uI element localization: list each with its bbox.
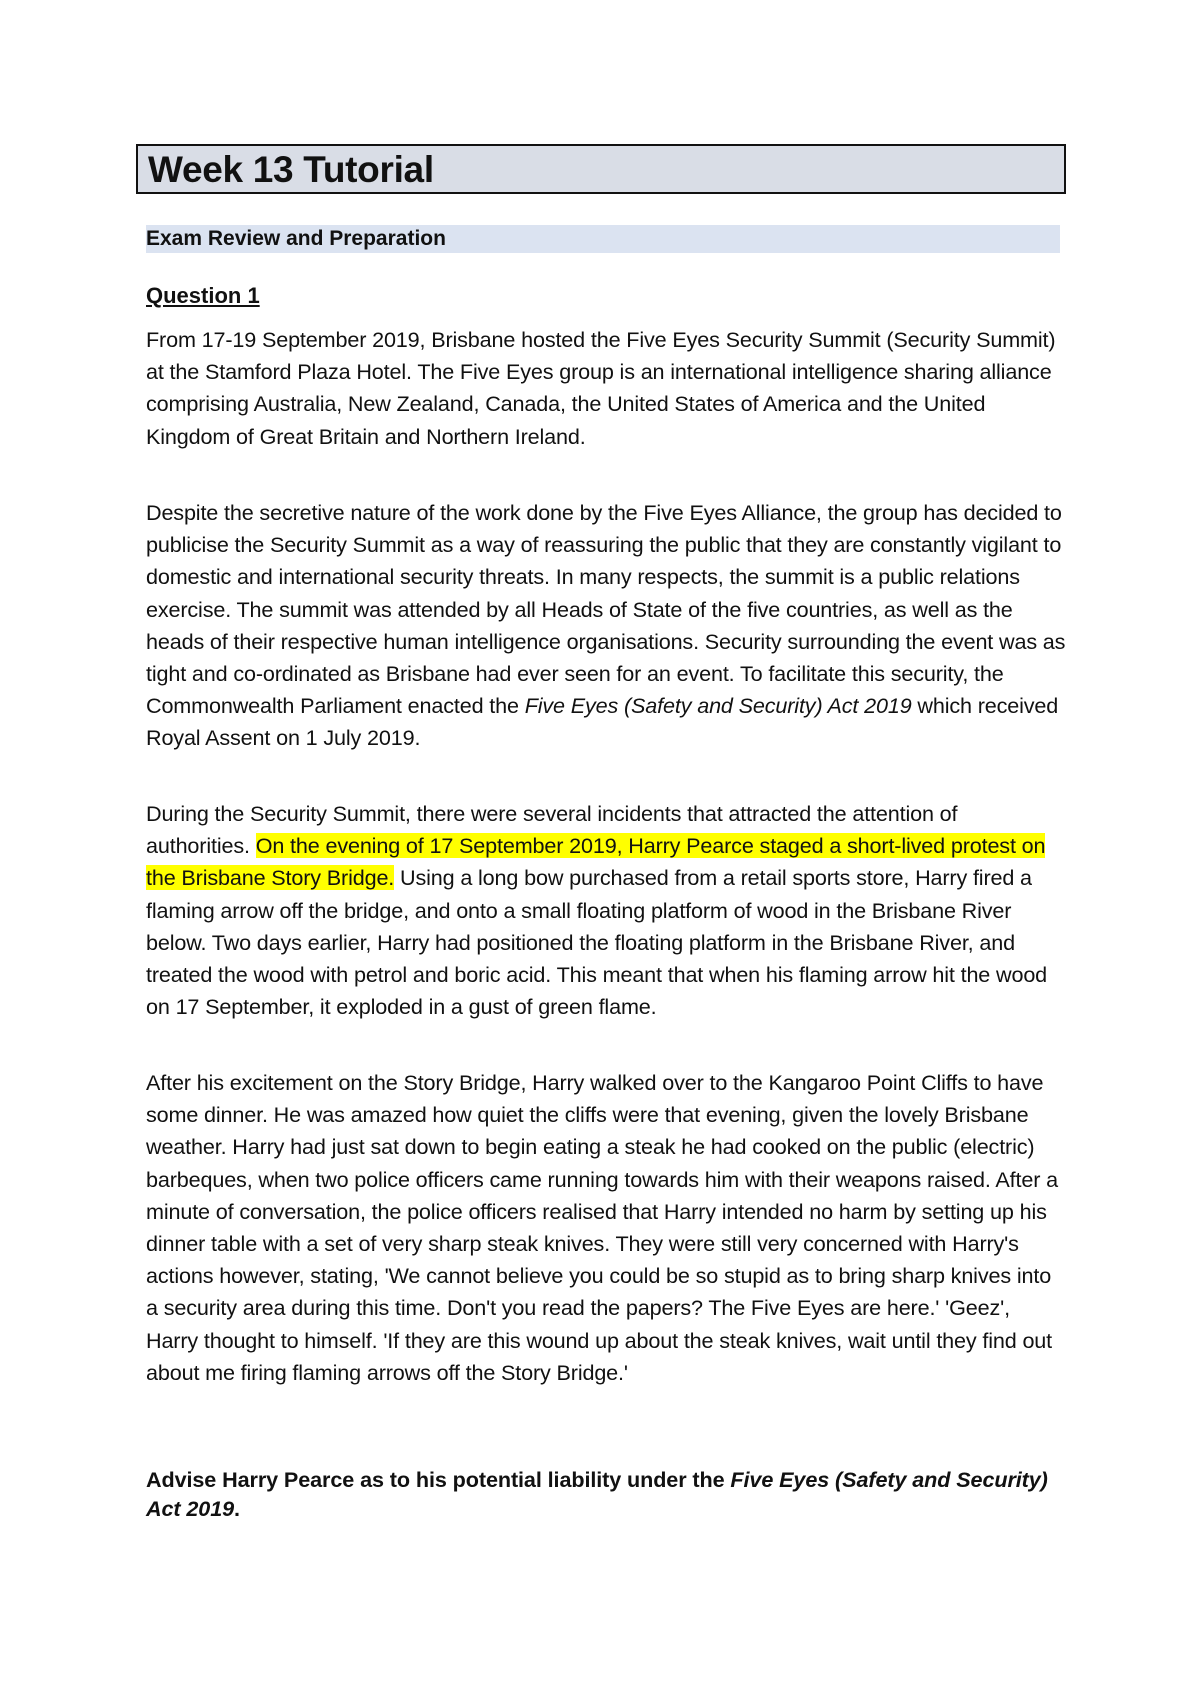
page-title: Week 13 Tutorial [148,149,434,190]
paragraph-3-text-after: Using a long bow purchased from a retail sports store, Harry fired a flaming arrow off the bridge, and onto a small floating platform of wood in the Brisbane River below. Two days earlier, Harry had positioned the floating platform in the Brisbane River, and treated the wood with petrol and boric acid. This meant that when his flaming arrow hit the wood on 17 September, it exploded in a gust of green flame. [146,865,1048,1020]
instruction-act-name: Five Eyes (Safety and Security) Act 2019 [146,1467,1048,1521]
highlighted-text: On the evening of 17 September 2019, Harry Pearce staged a short-lived protest on the Brisbane Story Bridge. [146,833,1046,891]
paragraph-4: After his excitement on the Story Bridge, Harry walked over to the Kangaroo Point Cliffs to have some dinner. He was amazed how quiet the cliffs were that evening, given the lovely Brisbane weather. Harry had just sat down to begin eating a steak he had cooked on the public (electric) barbeques, when two police officers came running towards him with their weapons raised. After a minute of conversation, the police officers realised that Harry intended no harm by setting up his dinner table with a set of very sharp steak knives. They were still very concerned with Harry's actions however, stating, 'We cannot believe you could be so stupid as to bring sharp knives into a security area during this time. Don't you read the papers? The Five Eyes are here.' 'Geez', Harry thought to himself. 'If they are this wound up about the steak knives, wait until they find out about me firing flaming arrows off the Story Bridge.' [146,1070,1058,1385]
section-subtitle: Exam Review and Preparation [146,225,1060,253]
paragraph-3-text-before: During the Security Summit, there were several incidents that attracted the attention of authorities. [146,801,958,859]
paragraph-1: From 17-19 September 2019, Brisbane hosted the Five Eyes Security Summit (Security Summit) at the Stamford Plaza Hotel. The Five Eyes group is an international intelligence sharing alliance comprising Australia, New Zealand, Canada, the United States of America and the United Kingdom of Great Britain and Northern Ireland. [146,327,1056,449]
question-instruction [146,1465,1066,1523]
paragraph-2-text-before: Despite the secretive nature of the work done by the Five Eyes Alliance, the group has decided to publicise the Security Summit as a way of reassuring the public that they are constantly vigilant to domestic and international security threats. In many respects, the summit is a public relations exercise. The summit was attended by all Heads of State of the five countries, as well as the heads of their respective human intelligence organisations. Security surrounding the event was as tight and co-ordinated as Brisbane had ever seen for an event. To facilitate this security, the Commonwealth Parliament enacted the [146,500,1066,719]
question-heading: Question 1 [146,283,260,308]
paragraph-2-act-name: Five Eyes (Safety and Security) Act 2019 [524,693,912,719]
instruction-text-before: Advise Harry Pearce as to his potential liability under the [146,1467,731,1492]
paragraph-2 [146,497,1066,755]
paragraph-3 [146,798,1066,1023]
instruction-text-after: . [234,1496,240,1521]
paragraph-2-text-after: which received Royal Assent on 1 July 2019. [146,693,1059,751]
title-box [136,144,1066,194]
